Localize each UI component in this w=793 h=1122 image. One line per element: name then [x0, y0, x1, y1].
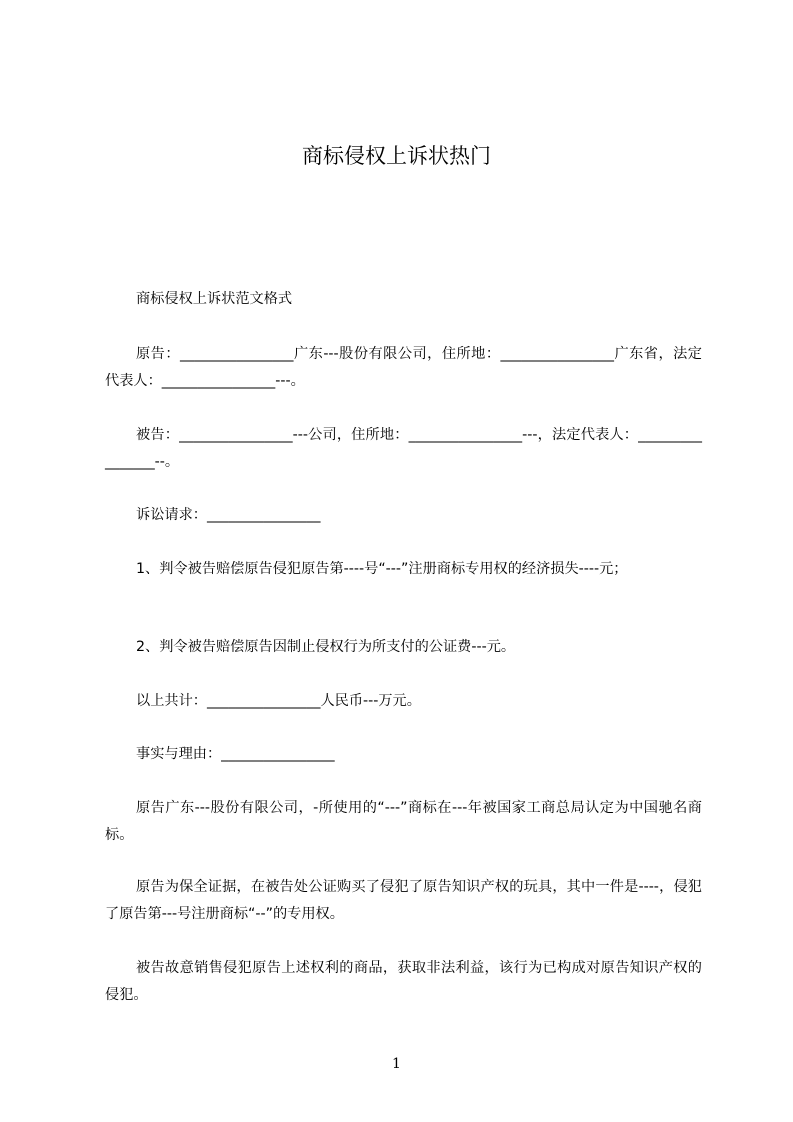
facts-paragraph-1: 原告广东---股份有限公司，-所使用的“---”商标在---年被国家工商总局认定为中国驰名商标。 [105, 800, 702, 843]
facts-paragraph-3: 被告故意销售侵犯原告上述权利的商品，获取非法利益，该行为已构成对原告知识产权的侵犯。 [105, 960, 702, 1003]
subtitle-paragraph: 商标侵权上诉状范文格式 [136, 291, 293, 307]
total-paragraph: 以上共计：________________人民币---万元。 [136, 693, 421, 709]
defendant-paragraph: 被告：________________---公司，住所地：________________---，法定代表人：________________--。 [105, 427, 702, 470]
claims-heading: 诉讼请求：________________ [136, 507, 321, 523]
document-title: 商标侵权上诉状热门 [302, 144, 491, 168]
claim-item-1: 1、判令被告赔偿原告侵犯原告第----号“---”注册商标专用权的经济损失----元； [136, 561, 628, 577]
page-number: 1 [392, 1056, 401, 1072]
plaintiff-paragraph: 原告：________________广东---股份有限公司，住所地：________________广东省，法定代表人：________________---。 [105, 346, 702, 389]
facts-paragraph-2: 原告为保全证据，在被告处公证购买了侵犯了原告知识产权的玩具，其中一件是----，侵犯了原告第---号注册商标“--”的专用权。 [105, 879, 702, 922]
facts-heading: 事实与理由：________________ [136, 746, 335, 762]
claim-item-2: 2、判令被告赔偿原告因制止侵权行为所支付的公证费---元。 [136, 639, 516, 655]
